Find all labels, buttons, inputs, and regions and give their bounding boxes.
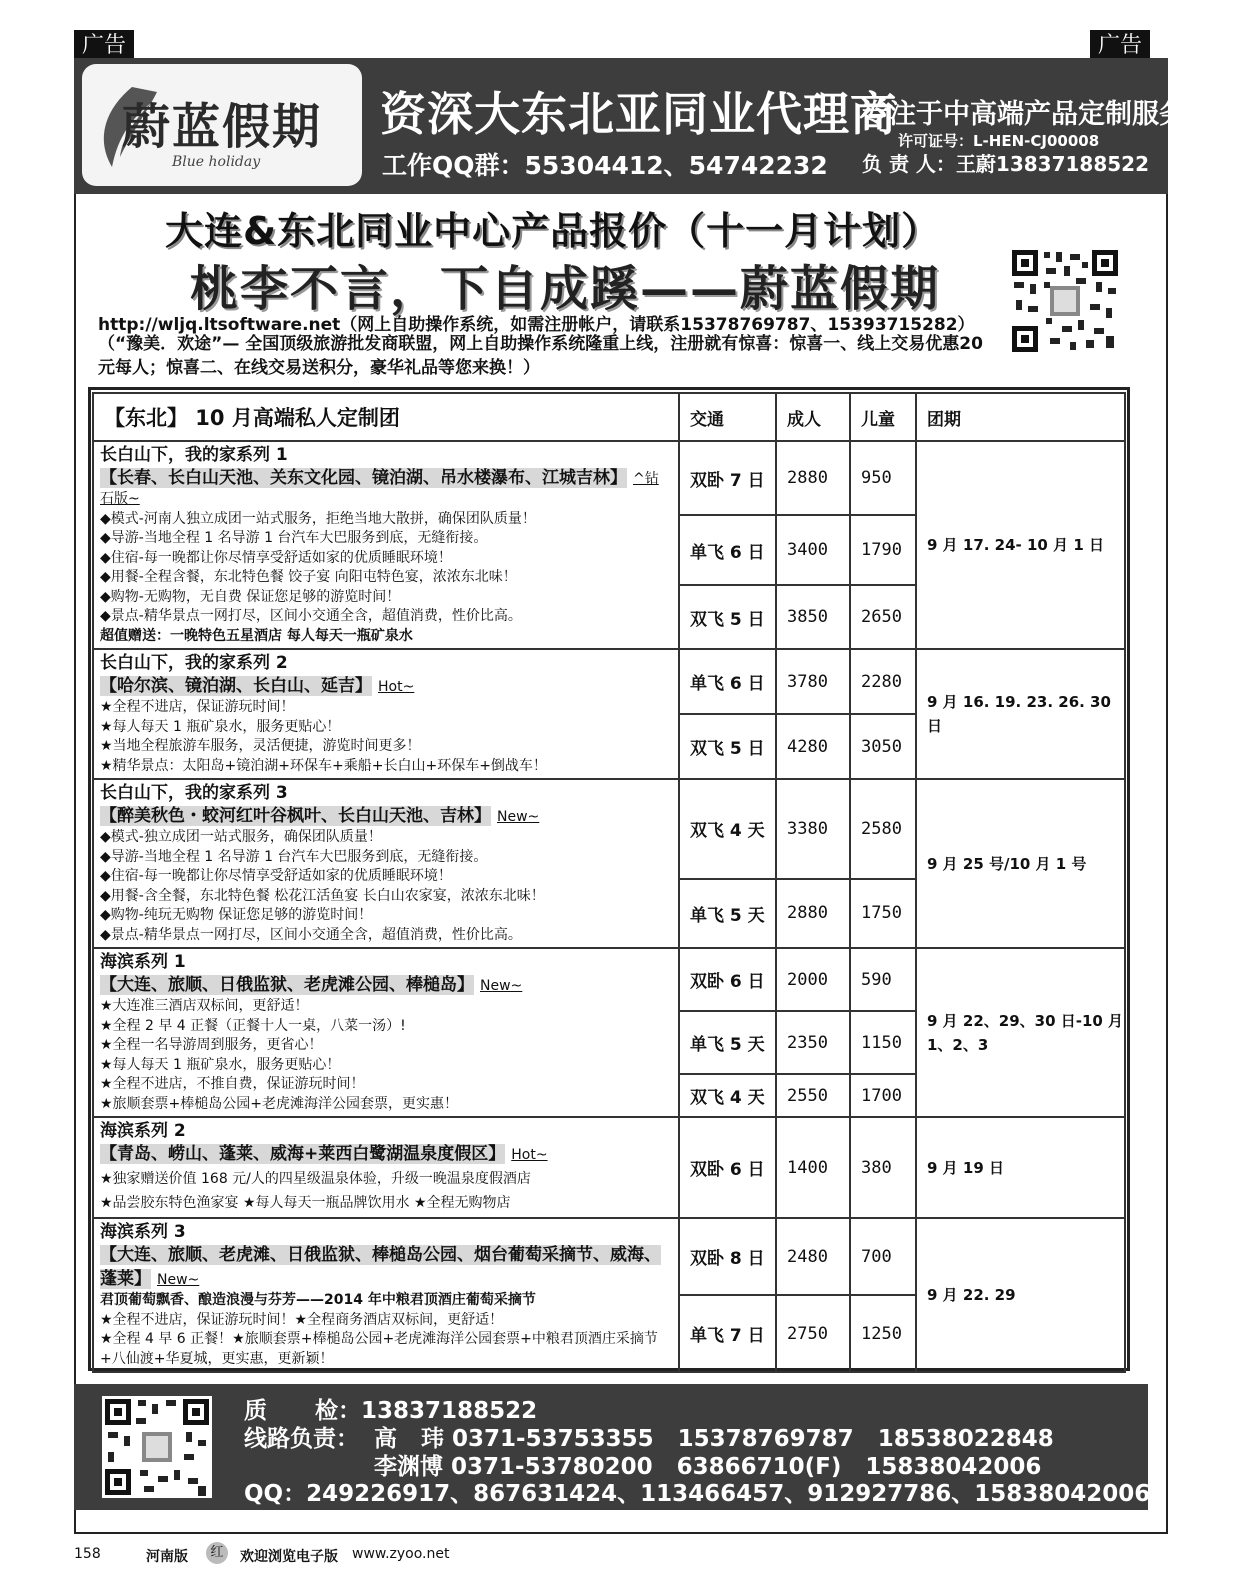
child-price: 1750 — [850, 879, 916, 948]
tour-feature: 超值赠送：一晚特色五星酒店 每人每天一瓶矿泉水 — [100, 627, 413, 644]
tour-feature: ★全程 2 早 4 正餐（正餐十人一桌，八菜一汤）! — [100, 1017, 406, 1034]
departure-dates: 9 月 16. 19. 23. 26. 30 日 — [916, 649, 1125, 779]
col-adult: 成人 — [776, 393, 850, 441]
logo — [82, 64, 362, 186]
table-row — [93, 948, 1125, 1011]
tour-feature: ◆住宿-每一晚都让你尽情享受舒适如家的优质睡眠环境！ — [100, 549, 452, 566]
tour-route: 【哈尔滨、镜泊湖、长白山、延吉】 — [100, 676, 372, 696]
qq-contacts: QQ：249226917、867631424、113466457、912927786、15838042006 — [244, 1481, 1151, 1507]
tour-description — [93, 1218, 679, 1372]
adult-price: 2550 — [776, 1074, 850, 1117]
departure-dates: 9 月 22、29、30 日-10 月 1、2、3 — [916, 948, 1125, 1117]
qr-code-icon — [102, 1396, 212, 1498]
transport-cell: 单飞 5 天 — [679, 1011, 776, 1074]
website-url[interactable]: http://wljq.ltsoftware.net（网上自助操作系统，如需注册帐户，请联系15378769787、15393715282） — [98, 315, 975, 335]
child-price: 700 — [850, 1218, 916, 1295]
adult-price: 3380 — [776, 779, 850, 879]
contact-line: 高 玮 0371-53753355 15378769787 18538022848 — [374, 1426, 1054, 1452]
transport-cell: 单飞 7 日 — [679, 1295, 776, 1372]
child-price: 1700 — [850, 1074, 916, 1117]
edition-badge-icon: 红 — [206, 1542, 228, 1564]
tour-feature: ★旅顺套票+棒槌岛公园+老虎滩海洋公园套票，更实惠！ — [100, 1095, 459, 1112]
col-child: 儿童 — [850, 393, 916, 441]
transport-cell: 双飞 4 天 — [679, 1074, 776, 1117]
tour-feature: ★全程不进店，保证游玩时间！★全程商务酒店双标间，更舒适！ — [100, 1311, 504, 1328]
page-number: 158 — [74, 1546, 101, 1562]
table-row — [93, 779, 1125, 879]
tour-tag: New~ — [157, 1272, 200, 1288]
tour-title: 长白山下，我的家系列 3 — [100, 783, 288, 803]
tour-route: 【醉美秋色・蛟河红叶谷枫叶、长白山天池、吉林】 — [100, 806, 491, 826]
logo-name: 蔚蓝假期 — [122, 99, 323, 155]
tour-feature: ★大连准三酒店双标间，更舒适！ — [100, 998, 309, 1014]
tour-feature: ★全程 4 早 6 正餐！★旅顺套票+棒槌岛公园+老虎滩海洋公园套票+中粮君顶酒庄采摘节+八仙渡+华夏城，更实惠，更新颖！ — [100, 1331, 658, 1367]
tour-feature: ★每人每天 1 瓶矿泉水，服务更贴心！ — [100, 718, 341, 735]
tour-feature: ★每人每天 1 瓶矿泉水，服务更贴心！ — [100, 1056, 341, 1073]
tour-feature: ★独家赠送价值 168 元/人的四星级温泉体验，升级一晚温泉度假酒店 — [100, 1171, 531, 1187]
transport-cell: 双飞 4 天 — [679, 779, 776, 879]
table-row — [93, 1117, 1125, 1218]
tour-feature: ◆模式-河南人独立成团一站式服务，拒绝当地大散拼，确保团队质量！ — [100, 510, 536, 527]
website-link[interactable]: www.zyoo.net — [352, 1546, 450, 1562]
tour-feature: ◆用餐-全程含餐，东北特色餐 饺子宴 向阳屯特色宴，浓浓东北味！ — [100, 569, 517, 585]
child-price: 380 — [850, 1117, 916, 1218]
tour-route: 【大连、旅顺、老虎滩、日俄监狱、棒槌岛公园、烟台葡萄采摘节、威海、蓬莱】 — [100, 1245, 661, 1289]
tour-feature: ★全程不进店，不推自费，保证游玩时间！ — [100, 1076, 365, 1092]
transport-cell: 双飞 5 日 — [679, 714, 776, 779]
transport-cell: 双卧 8 日 — [679, 1218, 776, 1295]
tour-description — [93, 779, 679, 948]
tour-description — [93, 649, 679, 779]
adult-price: 1400 — [776, 1117, 850, 1218]
table-title: 【东北】 10 月高端私人定制团 — [93, 393, 679, 441]
adult-price: 4280 — [776, 714, 850, 779]
col-transport: 交通 — [679, 393, 776, 441]
adult-price: 2880 — [776, 879, 850, 948]
transport-cell: 双卧 6 日 — [679, 948, 776, 1011]
adult-price: 3400 — [776, 515, 850, 585]
child-price: 2650 — [850, 585, 916, 649]
transport-cell: 单飞 6 日 — [679, 649, 776, 714]
tour-description — [93, 1117, 679, 1218]
tour-feature: ◆导游-当地全程 1 名导游 1 台汽车大巴服务到底，无缝衔接。 — [100, 848, 488, 865]
tour-title: 海滨系列 2 — [100, 1121, 186, 1141]
route-manager-label: 线路负责： — [244, 1426, 359, 1452]
qr-code-icon — [1010, 248, 1120, 354]
tour-feature: ★当地全程旅游车服务，灵活便捷，游览时间更多！ — [100, 738, 421, 754]
tour-feature: ★全程不进店，保证游玩时间！ — [100, 699, 295, 715]
tour-title: 海滨系列 1 — [100, 952, 186, 972]
child-price: 590 — [850, 948, 916, 1011]
edition-label: 河南版 — [146, 1549, 188, 1565]
child-price: 1150 — [850, 1011, 916, 1074]
tour-route: 【青岛、崂山、蓬莱、威海+莱西白鹭湖温泉度假区】 — [100, 1144, 506, 1164]
adult-price: 3780 — [776, 649, 850, 714]
page-title: 大连&东北同业中心产品报价（十一月计划） — [165, 209, 941, 253]
tour-title: 海滨系列 3 — [100, 1222, 186, 1242]
tour-tag: Hot~ — [511, 1147, 548, 1163]
transport-cell: 双卧 7 日 — [679, 441, 776, 515]
tour-title: 长白山下，我的家系列 1 — [100, 445, 288, 465]
contact-line: 李渊博 0371-53780200 63866710(F) 15838042006 — [374, 1454, 1042, 1480]
tour-tag: Hot~ — [378, 679, 415, 695]
child-price: 1250 — [850, 1295, 916, 1372]
responsible-person: 负 责 人：王蔚13837188522 — [862, 152, 1150, 176]
adult-price: 2750 — [776, 1295, 850, 1372]
tour-tag: New~ — [480, 978, 523, 994]
tour-feature: 君顶葡萄飘香、酿造浪漫与芬芳——2014 年中粮君顶酒庄葡萄采摘节 — [100, 1292, 536, 1308]
tour-description — [93, 948, 679, 1117]
adult-price: 2880 — [776, 441, 850, 515]
tour-feature: ◆住宿-每一晚都让你尽情享受舒适如家的优质睡眠环境！ — [100, 868, 452, 884]
ad-label-right: 广告 — [1090, 30, 1150, 62]
welcome-text: 欢迎浏览电子版 — [240, 1549, 338, 1565]
departure-dates: 9 月 25 号/10 月 1 号 — [916, 779, 1125, 948]
transport-cell: 单飞 5 天 — [679, 879, 776, 948]
transport-cell: 双飞 5 日 — [679, 585, 776, 649]
adult-price: 2000 — [776, 948, 850, 1011]
child-price: 1790 — [850, 515, 916, 585]
col-dates: 团期 — [916, 393, 1125, 441]
notice-text: （“豫美．欢途”— 全国顶级旅游批发商联盟，网上自助操作系统隆重上线，注册就有惊喜：惊喜一、线上交易优惠20元每人；惊喜二、在线交易送积分，豪华礼品等您来换！） — [98, 334, 983, 378]
child-price: 2280 — [850, 649, 916, 714]
tour-feature: ◆景点-精华景点一网打尽，区间小交通全含，超值消费，性价比高。 — [100, 926, 522, 943]
focus-text: 专注于中高端产品定制服务 — [862, 99, 1186, 130]
table-row — [93, 1218, 1125, 1295]
tour-feature: ◆模式-独立成团一站式服务，确保团队质量！ — [100, 829, 382, 845]
child-price: 3050 — [850, 714, 916, 779]
tour-tag: New~ — [497, 809, 540, 825]
departure-dates: 9 月 17. 24- 10 月 1 日 — [916, 441, 1125, 649]
qq-group: 工作QQ群：55304412、54742232 — [382, 151, 828, 180]
tour-route: 【长春、长白山天池、关东文化园、镜泊湖、吊水楼瀑布、江城吉林】 — [100, 468, 627, 488]
tour-feature: ★精华景点：太阳岛+镜泊湖+环保车+乘船+长白山+环保车+倒战车！ — [100, 757, 547, 774]
transport-cell: 双卧 6 日 — [679, 1117, 776, 1218]
headline: 资深大东北亚同业代理商 — [380, 87, 897, 141]
tour-feature: ★品尝胶东特色渔家宴 ★每人每天一瓶品牌饮用水 ★全程无购物店 — [100, 1195, 511, 1211]
tour-tag: ^钻石版~ — [100, 471, 659, 507]
tour-feature: ◆导游-当地全程 1 名导游 1 台汽车大巴服务到底，无缝衔接。 — [100, 530, 488, 546]
tour-feature: ◆用餐-含全餐，东北特色餐 松花江活鱼宴 长白山农家宴，浓浓东北味！ — [100, 887, 545, 904]
tour-feature: ◆景点-精华景点一网打尽，区间小交通全含，超值消费，性价比高。 — [100, 608, 522, 624]
tour-route: 【大连、旅顺、日俄监狱、老虎滩公园、棒槌岛】 — [100, 975, 474, 995]
departure-dates: 9 月 22. 29 — [916, 1218, 1125, 1372]
price-table — [92, 392, 1126, 1373]
ad-label-left: 广告 — [74, 30, 134, 62]
tour-feature: ◆购物-无购物，无自费 保证您足够的游览时间！ — [100, 588, 401, 605]
transport-cell: 单飞 6 日 — [679, 515, 776, 585]
table-row — [93, 649, 1125, 714]
departure-dates: 9 月 19 日 — [916, 1117, 1125, 1218]
tour-feature: ◆购物-纯玩无购物 保证您足够的游览时间！ — [100, 907, 373, 923]
tour-title: 长白山下，我的家系列 2 — [100, 653, 288, 673]
child-price: 950 — [850, 441, 916, 515]
permit-number: 许可证号：L-HEN-CJ00008 — [898, 132, 1100, 150]
adult-price: 2350 — [776, 1011, 850, 1074]
logo-subtitle: Blue holiday — [172, 154, 261, 170]
tour-description — [93, 441, 679, 649]
slogan: 桃李不言，下自成蹊——蔚蓝假期 — [190, 261, 941, 317]
child-price: 2580 — [850, 779, 916, 879]
adult-price: 3850 — [776, 585, 850, 649]
tour-feature: ★全程一名导游周到服务，更省心！ — [100, 1037, 323, 1053]
quality-control-phone: 质 检：13837188522 — [244, 1398, 538, 1424]
adult-price: 2480 — [776, 1218, 850, 1295]
table-row — [93, 441, 1125, 515]
